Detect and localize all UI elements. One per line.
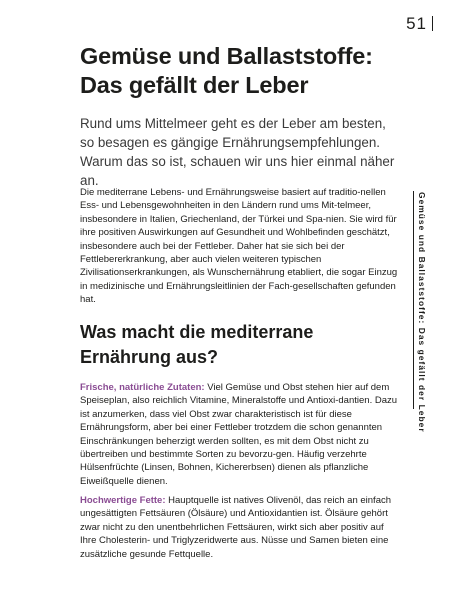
section-heading-line-1: Was macht die mediterrane <box>80 322 314 342</box>
page-number <box>406 14 433 34</box>
fresh-ingredients-paragraph <box>80 381 402 488</box>
page-title-line-1: Gemüse und Ballaststoffe: <box>80 43 373 69</box>
page-number-text: 51 <box>406 14 427 33</box>
page-title <box>80 42 400 100</box>
quality-fats-paragraph <box>80 494 402 561</box>
quality-fats-text: Hauptquelle ist natives Olivenöl, das reich an einfach ungesättigten Fettsäuren (Ölsäure) und Antioxidantien ist. Ölsäure gehört zwar nicht zu den unentbehrlichen Fettsäuren, wirkt sich aber positiv auf Ihre Cholesterin- und Triglyzeridwerte aus. Nüsse und Samen bieten eine zusätzliche gesunde Fettquelle. <box>80 495 392 560</box>
section-heading-line-2: Ernährung aus? <box>80 347 219 367</box>
side-rule <box>413 191 414 409</box>
quality-fats-lead-in: Hochwertige Fette: <box>80 495 166 506</box>
page-number-divider <box>432 16 433 31</box>
fresh-ingredients-lead-in: Frische, natürliche Zutaten: <box>80 382 205 393</box>
intro-paragraph: Die mediterrane Lebens- und Ernährungsweise basiert auf traditio-nellen Ess- und Lebensgewohnheiten in den Ländern rund ums Mit-telmeer, insbesondere in Italien, Griechenland, der Türkei und Spa-nien. Sie wird für ihre positiven Auswirkungen auf Gesundheit und Wohlbefinden geschätzt, insbesondere auch bei der Fettleber. Daher hat sie sich bei der Fettlebererkrankung, aber auch vielen weiteren typischen Zivilisationserkrankungen, als Wunschernährung etabliert, die sogar Einzug in medizinische und Ernährungsleitlinien der Fach-gesellschaften gefunden hat. <box>80 187 398 306</box>
lead-paragraph: Rund ums Mittelmeer geht es der Leber am besten, so besagen es gängige Ernährungsempfehlungen. Warum das so ist, schauen wir uns hier einmal näher an. <box>80 116 395 188</box>
page-title-line-2: Das gefällt der Leber <box>80 72 309 98</box>
side-running-head: Gemüse und Ballaststoffe: Das gefällt der Leber <box>417 192 427 433</box>
fresh-ingredients-text: Viel Gemüse und Obst stehen hier auf dem Speiseplan, also reichlich Vitamine, Mineralstoffe und Antioxi-dantien. Dazu ist anzumerken, dass viel Obst zwar charakteristisch ist für diese Ernährungsform, aber bei einer Fettleber trotzdem die schon genannten Einschränkungen beherzigt werden sollten, es mit dem Obst nicht zu übertreiben und bestimmte Sorten zu bevorzu-gen. Häufig verzehrte Hülsenfrüchte (Linsen, Bohnen, Kichererbsen) dienen als pflanzliche Eiweißquelle dienen. <box>80 382 398 487</box>
section-heading <box>80 320 402 370</box>
